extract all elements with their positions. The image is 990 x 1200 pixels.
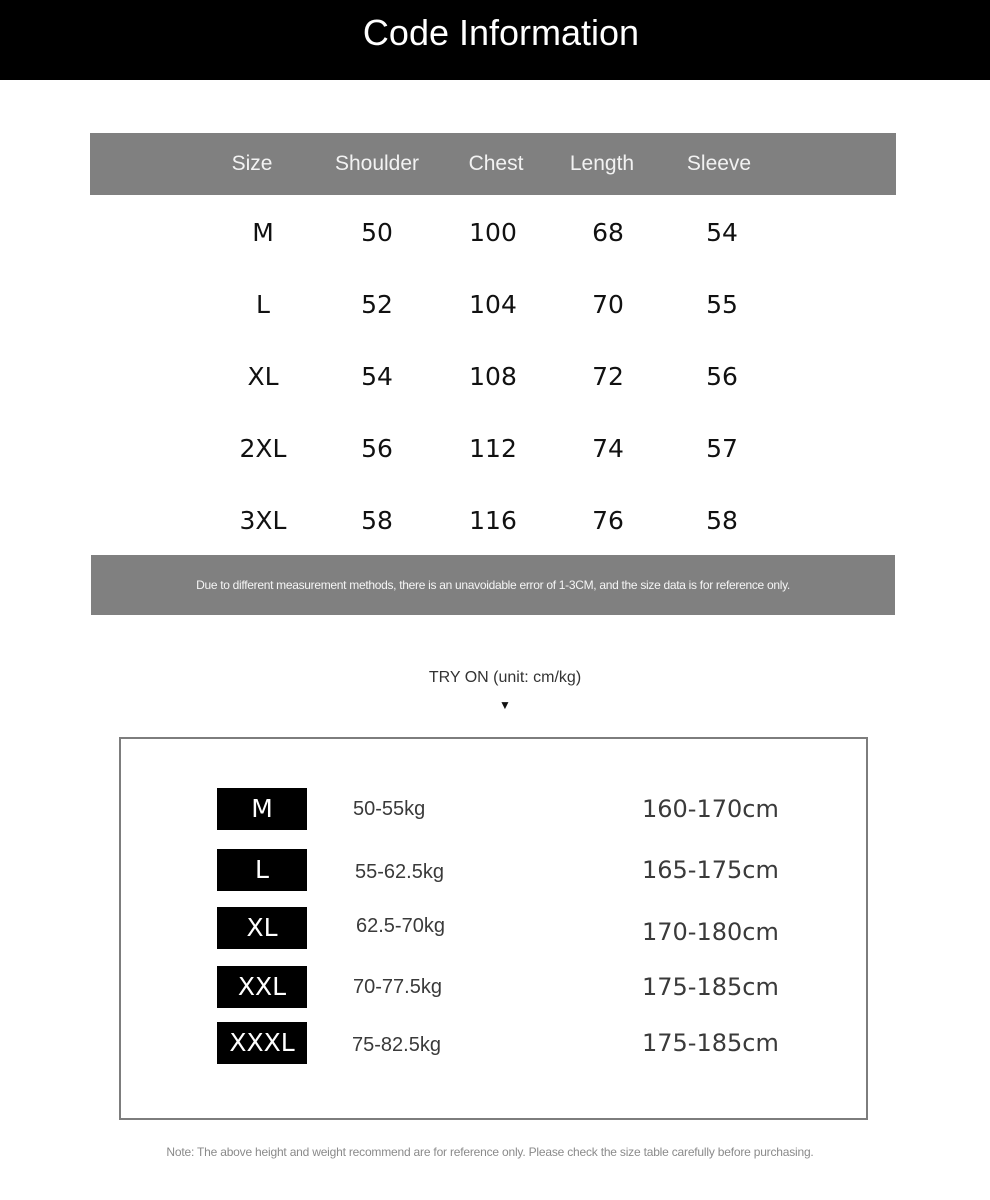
measurement-disclaimer: Due to different measurement methods, there is an unavoidable error of 1-3CM, and the size data is for reference only. — [91, 555, 895, 615]
weight-range: 70-77.5kg — [353, 976, 442, 998]
size-tag: XXXL — [217, 1022, 307, 1064]
try-on-row — [0, 788, 990, 832]
cell-sleeve: 56 — [706, 362, 738, 391]
cell-chest: 116 — [469, 506, 517, 535]
height-range: 175-185cm — [642, 973, 779, 1001]
cell-chest: 104 — [469, 290, 517, 319]
cell-length: 76 — [592, 506, 624, 535]
weight-range: 75-82.5kg — [352, 1034, 441, 1056]
cell-shoulder: 50 — [361, 218, 393, 247]
cell-chest: 112 — [469, 434, 517, 463]
cell-sleeve: 55 — [706, 290, 738, 319]
header-bar — [0, 0, 990, 80]
cell-size: L — [256, 290, 270, 319]
table-row — [90, 197, 896, 269]
try-on-row — [0, 1022, 990, 1066]
cell-sleeve: 58 — [706, 506, 738, 535]
try-on-row — [0, 849, 990, 893]
table-row — [90, 413, 896, 485]
column-header-length: Length — [569, 152, 635, 175]
cell-chest: 100 — [469, 218, 517, 247]
weight-range: 62.5-70kg — [356, 915, 445, 937]
column-header-chest: Chest — [468, 152, 524, 175]
height-range: 160-170cm — [642, 795, 779, 823]
cell-sleeve: 54 — [706, 218, 738, 247]
weight-range: 55-62.5kg — [355, 861, 444, 883]
height-range: 175-185cm — [642, 1029, 779, 1057]
cell-length: 70 — [592, 290, 624, 319]
column-header-sleeve: Sleeve — [686, 152, 752, 175]
cell-size: M — [252, 218, 274, 247]
height-range: 165-175cm — [642, 856, 779, 884]
size-tag: M — [217, 788, 307, 830]
table-row — [90, 269, 896, 341]
size-table-header — [90, 133, 896, 195]
cell-length: 74 — [592, 434, 624, 463]
page-title: Code Information — [362, 12, 640, 53]
cell-length: 72 — [592, 362, 624, 391]
size-tag: XL — [217, 907, 307, 949]
cell-size: 3XL — [239, 506, 287, 535]
height-range: 170-180cm — [642, 918, 779, 946]
table-row — [90, 485, 896, 557]
column-header-shoulder: Shoulder — [334, 152, 420, 175]
cell-size: 2XL — [239, 434, 287, 463]
try-on-heading: TRY ON (unit: cm/kg) — [428, 669, 582, 686]
cell-shoulder: 58 — [361, 506, 393, 535]
column-header-size: Size — [231, 152, 273, 175]
down-arrow-icon: ▼ — [499, 698, 511, 712]
reference-note: Note: The above height and weight recommend are for reference only. Please check the size table carefully before purchasing. — [166, 1145, 814, 1159]
cell-shoulder: 54 — [361, 362, 393, 391]
weight-range: 50-55kg — [353, 798, 426, 820]
cell-length: 68 — [592, 218, 624, 247]
try-on-row — [0, 966, 990, 1010]
size-tag: L — [217, 849, 307, 891]
cell-size: XL — [247, 362, 279, 391]
cell-sleeve: 57 — [706, 434, 738, 463]
table-row — [90, 341, 896, 413]
cell-shoulder: 52 — [361, 290, 393, 319]
cell-shoulder: 56 — [361, 434, 393, 463]
try-on-row — [0, 907, 990, 951]
cell-chest: 108 — [469, 362, 517, 391]
size-tag: XXL — [217, 966, 307, 1008]
